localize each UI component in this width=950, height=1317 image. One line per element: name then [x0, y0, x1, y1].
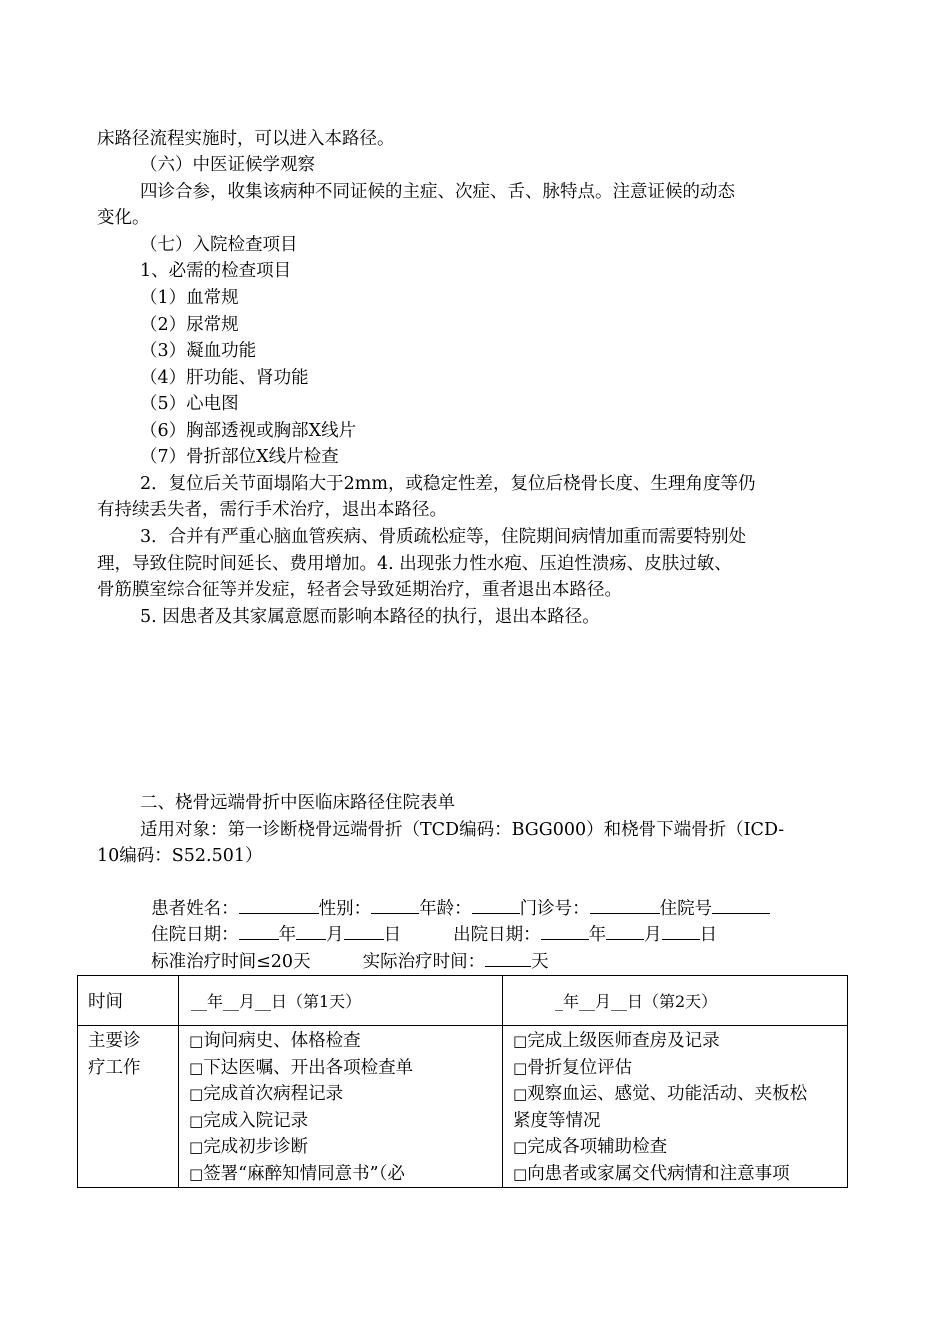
day-label: 日 — [699, 925, 718, 945]
text-line: 5. 因患者及其家属意愿而影响本路径的执行，退出本路径。 — [140, 607, 600, 627]
list-item: □签署“麻醉知情同意书”（必 — [189, 1163, 405, 1184]
row-label-cell — [78, 1026, 179, 1188]
list-item-continuation: 紧度等情况 — [513, 1110, 601, 1131]
table-row — [78, 1026, 848, 1188]
text-line: 变化。 — [97, 208, 150, 228]
day1-header: __年__月__日（第1天） — [191, 992, 362, 1011]
age-label: 年龄： — [419, 899, 472, 919]
list-item: □下达医嘱、开出各项检查单 — [189, 1057, 414, 1078]
checkbox[interactable]: □ — [513, 1032, 528, 1050]
day2-tasks-cell — [503, 1026, 848, 1188]
text-line: 2．复位后关节面塌陷大于2mm，或稳定性差，复位后桡骨长度、生理角度等仍 — [140, 474, 756, 494]
checkbox[interactable]: □ — [513, 1138, 528, 1156]
day1-header-cell — [179, 976, 503, 1026]
heading-admission-exams: （七）入院检查项目 — [140, 235, 298, 255]
day1-tasks-cell — [179, 1026, 503, 1188]
text-line: 1、必需的检查项目 — [140, 261, 292, 281]
checkbox[interactable]: □ — [513, 1164, 528, 1183]
time-header: 时间 — [88, 992, 123, 1012]
list-item: □向患者或家属交代病情和注意事项 — [513, 1163, 790, 1184]
inpatient-number-label: 住院号 — [659, 899, 713, 919]
actual-duration-field[interactable] — [485, 948, 531, 967]
actual-duration-label: 实际治疗时间： — [362, 952, 486, 972]
list-item: □完成初步诊断 — [189, 1137, 309, 1157]
discharge-month-field[interactable] — [606, 921, 644, 940]
exam-item: （3）凝血功能 — [140, 341, 257, 361]
time-header-cell — [78, 976, 179, 1026]
text-line: 床路径流程实施时，可以进入本路径。 — [97, 129, 395, 149]
month-label: 月 — [326, 925, 344, 945]
discharge-date-label: 出院日期： — [453, 925, 541, 945]
text-line: 有持续丢失者，需行手术治疗，退出本路径。 — [97, 500, 447, 520]
text-line: 骨筋膜室综合征等并发症，轻者会导致延期治疗，重者退出本路径。 — [97, 580, 622, 600]
list-item: □完成首次病程记录 — [189, 1084, 344, 1104]
day-label: 日 — [383, 925, 402, 945]
text-line: 四诊合参，收集该病种不同证候的主症、次症、舌、脉特点。注意证候的动态 — [140, 182, 735, 202]
checkbox[interactable]: □ — [189, 1111, 204, 1130]
admit-date-label: 住院日期： — [151, 925, 239, 945]
exam-item: （1）血常规 — [140, 288, 239, 308]
days-unit: 天 — [531, 952, 549, 972]
list-item: □观察血运、感觉、功能活动、夹板松 — [513, 1084, 808, 1104]
clinic-number-label: 门诊号： — [519, 899, 590, 919]
sex-label: 性别： — [318, 899, 372, 919]
year-label: 年 — [588, 925, 607, 945]
text-line: 理，导致住院时间延长、费用增加。4. 出现张力性水疱、压迫性溃疡、皮肤过敏、 — [97, 554, 732, 574]
section-title: 二、桡骨远端骨折中医临床路径住院表单 — [140, 793, 455, 813]
text-line: 3．合并有严重心脑血管疾病、骨质疏松症等，住院期间病情加重而需要特别处 — [140, 527, 747, 547]
checkbox[interactable]: □ — [189, 1138, 204, 1156]
row-label: 疗工作 — [88, 1057, 141, 1078]
scope-line: 10编码：S52.501） — [97, 846, 263, 866]
list-item: □完成各项辅助检查 — [513, 1137, 668, 1157]
month-label: 月 — [644, 925, 662, 945]
exam-item: （6）胸部透视或胸部X线片 — [140, 421, 357, 441]
inpatient-number-field[interactable] — [712, 895, 770, 914]
inpatient-form-table — [77, 975, 848, 1188]
name-label: 患者姓名： — [151, 899, 239, 919]
exam-item: （5）心电图 — [140, 394, 239, 414]
table-header-row — [78, 976, 848, 1026]
standard-duration: 标准治疗时间≤20天 — [151, 952, 311, 972]
checkbox[interactable]: □ — [189, 1085, 204, 1103]
discharge-day-field[interactable] — [662, 921, 700, 940]
exam-item: （4）肝功能、肾功能 — [140, 368, 309, 388]
exam-item: （7）骨折部位X线片检查 — [140, 447, 339, 467]
year-label: 年 — [278, 925, 297, 945]
checkbox[interactable]: □ — [189, 1058, 204, 1077]
checkbox[interactable]: □ — [513, 1058, 528, 1077]
list-item: □骨折复位评估 — [513, 1057, 633, 1078]
checkbox[interactable]: □ — [189, 1032, 204, 1050]
checkbox[interactable]: □ — [189, 1164, 204, 1183]
list-item: □完成上级医师查房及记录 — [513, 1031, 720, 1051]
list-item: □询问病史、体格检查 — [189, 1031, 361, 1051]
list-item: □完成入院记录 — [189, 1110, 309, 1131]
row-label: 主要诊 — [88, 1031, 141, 1051]
heading-tcm-syndrome: （六）中医证候学观察 — [140, 155, 315, 175]
day2-header: _年__月__日（第2天） — [555, 992, 718, 1011]
exam-item: （2）尿常规 — [140, 315, 239, 335]
checkbox[interactable]: □ — [513, 1085, 528, 1103]
scope-line: 适用对象：第一诊断桡骨远端骨折（TCD编码：BGG000）和桡骨下端骨折（ICD- — [140, 820, 785, 840]
duration-line — [140, 924, 549, 974]
day2-header-cell — [503, 976, 848, 1026]
